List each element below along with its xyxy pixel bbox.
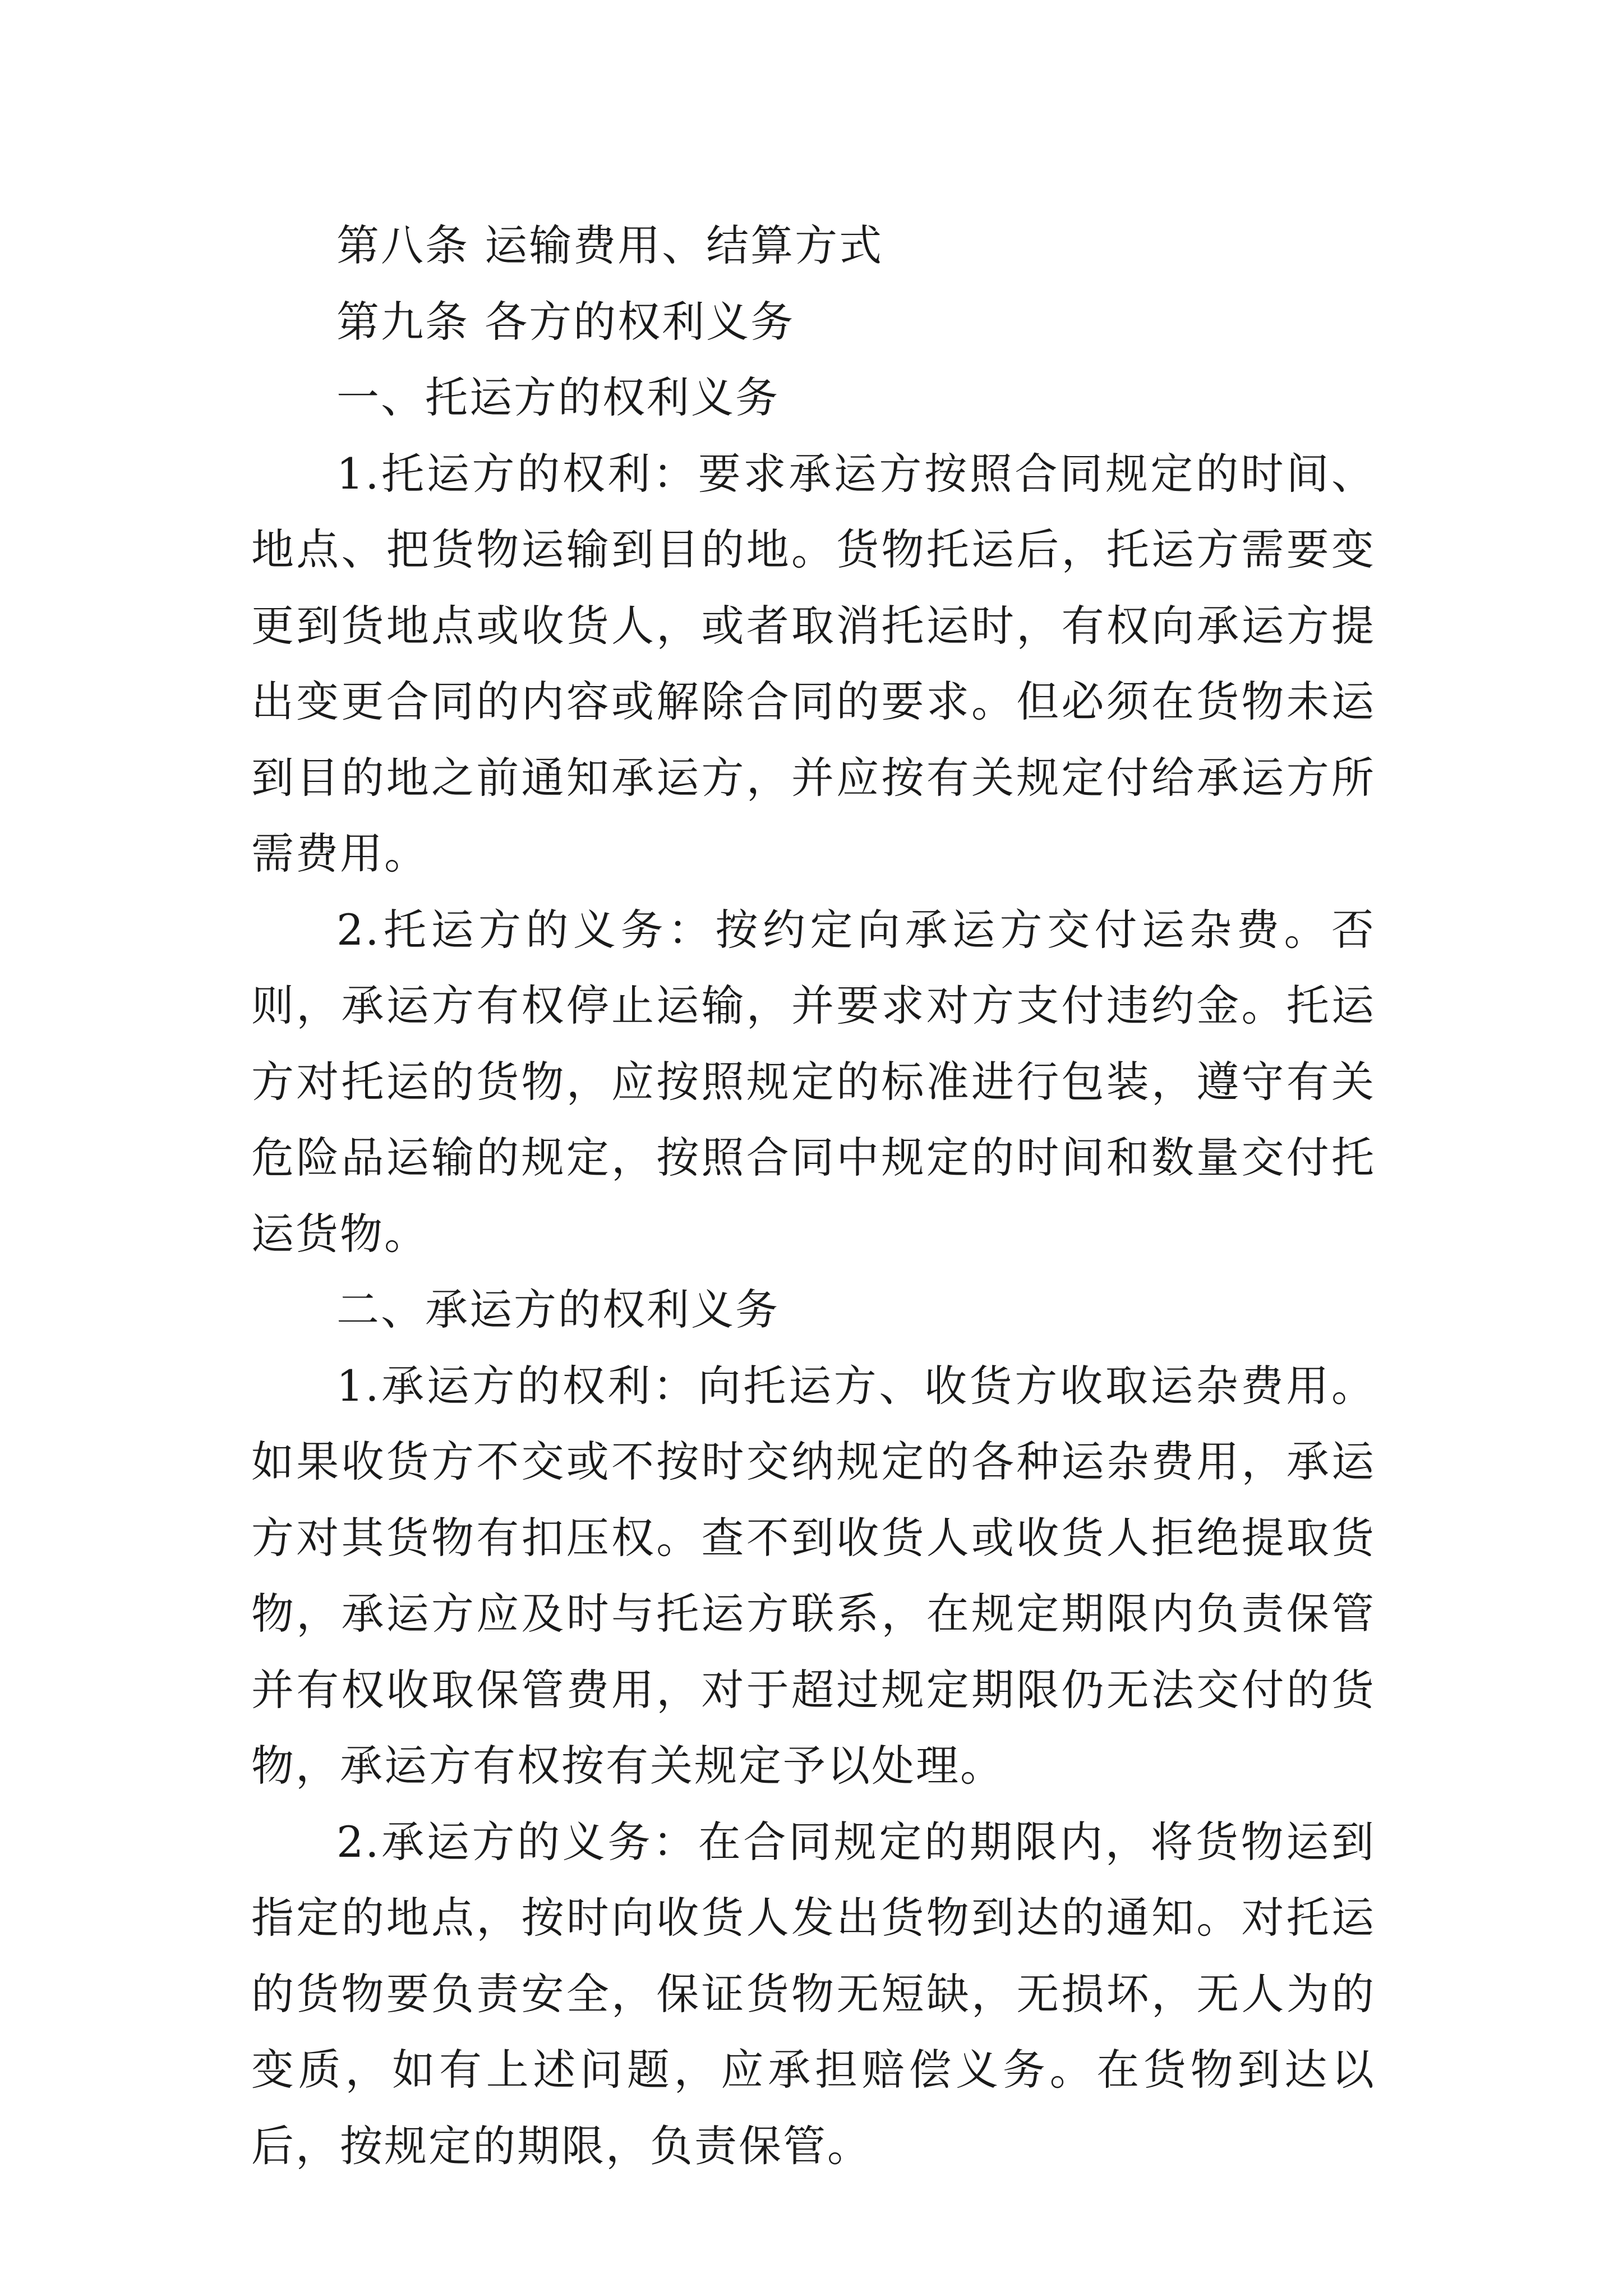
section-carrier-heading: 二、承运方的权利义务 (336, 1285, 780, 1335)
carrier-obligations-paragraph: 2.承运方的义务：在合同规定的期限内，将货物运到指定的地点，按时向收货人发出货物到达的通知。对托运的货物要负责安全，保证货物无短缺，无损坏，无人为的变质，如有上述问题，应承担赔偿义务。在货物到达以后，按规定的期限，负责保管。 (251, 1816, 1376, 2171)
shipper-obligations-paragraph: 2.托运方的义务：按约定向承运方交付运杂费。否则，承运方有权停止运输，并要求对方支付违约金。托运方对托运的货物，应按照规定的标准进行包装，遵守有关危险品运输的规定，按照合同中规定的时间和数量交付托运货物。 (251, 904, 1376, 1259)
article-9-heading: 第九条 各方的权利义务 (336, 296, 795, 347)
shipper-rights-paragraph: 1.托运方的权利：要求承运方按照合同规定的时间、地点、把货物运输到目的地。货物托运后，托运方需要变更到货地点或收货人，或者取消托运时，有权向承运方提出变更合同的内容或解除合同的要求。但必须在货物未运到目的地之前通知承运方，并应按有关规定付给承运方所需费用。 (251, 448, 1376, 878)
article-8-heading: 第八条 运输费用、结算方式 (336, 220, 884, 270)
carrier-rights-paragraph: 1.承运方的权利：向托运方、收货方收取运杂费用。如果收货方不交或不按时交纳规定的各种运杂费用，承运方对其货物有扣压权。查不到收货人或收货人拒绝提取货物，承运方应及时与托运方联系，在规定期限内负责保管并有权收取保管费用，对于超过规定期限仍无法交付的货物，承运方有权按有关规定予以处理。 (251, 1360, 1376, 1791)
document-body (251, 208, 1376, 2184)
section-shipper-heading: 一、托运方的权利义务 (336, 372, 780, 422)
